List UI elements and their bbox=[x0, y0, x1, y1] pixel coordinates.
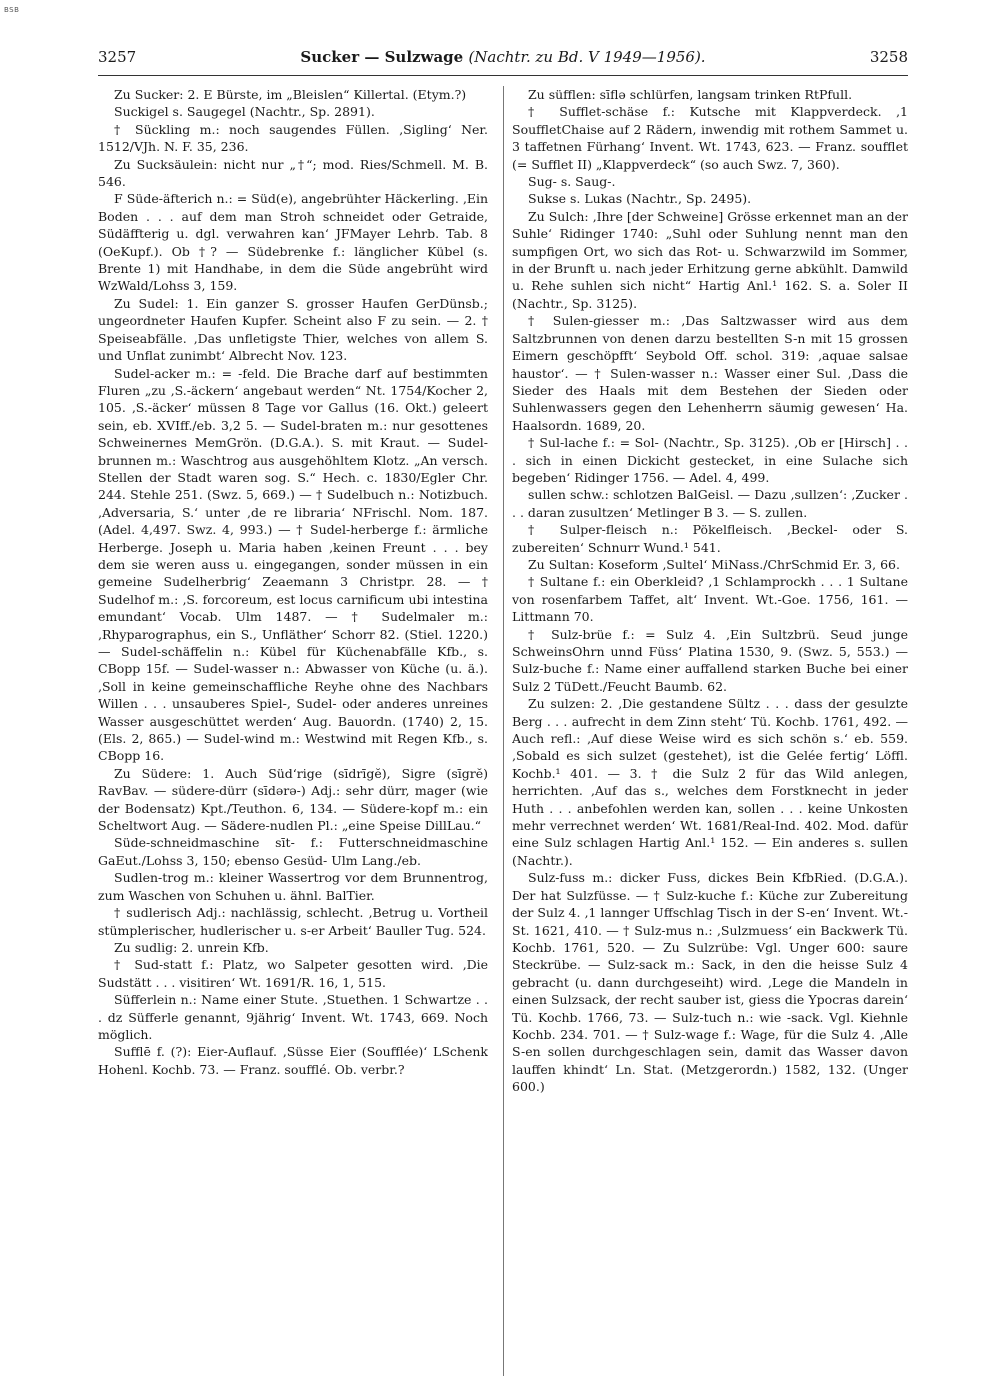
entry-paragraph: Zu Sucker: 2. E Bürste, im „Bleislen“ Killertal. (Etym.?) bbox=[114, 87, 467, 102]
entry-paragraph: † Sufflet-schäse f.: Kutsche mit Klappverdeck. ‚1 SouffletChaise auf 2 Rädern, inwendig mit rothem Sammet u. 3 taffetnen Fürhang‘ Invent. Wt. 1743, 623. — Franz. soufflet (= Sufflet II) „Klappverdeck“ (so auch Swz. 7, 360). bbox=[512, 104, 908, 172]
entry-paragraph: Sufflē f. (?): Eier-Auflauf. ‚Süsse Eier (Soufflée)‘ LSchenk Hohenl. Kochb. 73. — Franz. soufflé. Ob. verbr.? bbox=[98, 1044, 488, 1077]
column-divider bbox=[503, 86, 504, 1376]
entry-paragraph: Sudlen-trog m.: kleiner Wassertrog vor dem Brunnentrog, zum Waschen von Schuhen u. ähnl. BalTier. bbox=[98, 870, 488, 903]
library-stamp: BSB bbox=[4, 6, 20, 14]
entry-paragraph: Sukse s. Lukas (Nachtr., Sp. 2495). bbox=[528, 191, 752, 207]
entry-paragraph: † Sultane f.: ein Oberkleid? ‚1 Schlamprockh . . . 1 Sultane von rosenfarbem Taffet, alt‘ Invent. Wt.-Goe. 1756, 161. — Littmann 70. bbox=[512, 574, 908, 625]
page-header bbox=[98, 48, 908, 72]
entry-paragraph: F Süde-äfterich n.: = Süd(e), angebrühter Häckerling. ‚Ein Boden . . . auf dem man Stroh schneidet oder Getraide, Südäffterig u. dgl. verwahren kan‘ JFMayer Lehrb. Tab. 8 (OeKupf.). Ob †? — Südebrenke f.: länglicher Kübel (s. Brente 1) mit Handhabe, in dem die Süde angebrüht wird WzWald/Lohss 3, 159. bbox=[98, 191, 488, 294]
entry-paragraph: † sudlerisch Adj.: nachlässig, schlecht. ‚Betrug u. Vortheil stümplerischer, hudlerischer u. s-er Arbeit‘ Bauller Tug. 524. bbox=[98, 905, 488, 938]
entry-paragraph: Zu Südere: 1. Auch Süd‘rige (sīdrīgĕ), Sigre (sīgrĕ) RavBav. — südere-dürr (sīdərə-) Adj.: sehr dürr, mager (wie der Bodensatz) Kpt./Teuthon. 6, 134. — Südere-kopf m.: ein Scheltwort Aug. — Sädere-nudlen Pl.: „eine Speise DillLau.“ bbox=[98, 765, 488, 834]
entry-paragraph: † Sückling m.: noch saugendes Füllen. ‚Sigling‘ Ner. 1512/VJh. N. F. 35, 236. bbox=[98, 121, 488, 155]
entry-paragraph: † Sul-lache f.: = Sol- (Nachtr., Sp. 3125). ‚Ob er [Hirsch] . . . sich in einen Dickicht gestecket, in eine Sulache sich begeben‘ Ridinger 1756. — Adel. 4, 499. bbox=[512, 435, 908, 485]
entry-paragraph: † Sud-statt f.: Platz, wo Salpeter gesotten wird. ‚Die Sudstätt . . . visitiren‘ Wt. 1691/R. 16, 1, 515. bbox=[98, 957, 488, 990]
entry-paragraph: sullen schw.: schlotzen BalGeisl. — Dazu ‚sullzen‘: ‚Zucker . . . daran zusultzen‘ Metlinger B 3. — S. zullen. bbox=[512, 487, 908, 520]
entry-paragraph: Süde-schneidmaschine sīt- f.: Futterschneidmaschine GaEut./Lohss 3, 150; ebenso Gesüd- Ulm Lang./eb. bbox=[98, 835, 488, 868]
header-rule bbox=[98, 75, 908, 76]
entry-paragraph: Sug- s. Saug-. bbox=[528, 174, 616, 190]
entry-paragraph: Zu Sulch: ‚Ihre [der Schweine] Grösse erkennet man an der Suhle‘ Ridinger 1740: „Suhl oder Suhlung nennt man den sumpfigen Ort, wo sich das Rot- u. Schwarzwild im Sommer, in der Brunft u. nach jeder Erhitzung gerne abkühlt. Damwild u. Rehe suhlen sich nicht“ Hartig Anl.¹ 162. S. a. Soler II (Nachtr., Sp. 3125). bbox=[512, 208, 908, 311]
entry-paragraph: Zu Sultan: Koseform ‚Sultel‘ MiNass./ChrSchmid Er. 3, 66. bbox=[528, 556, 900, 572]
header-subtitle: (Nachtr. zu Bd. V 1949—1956). bbox=[468, 48, 706, 66]
entry-paragraph: Zu Sucksäulein: nicht nur „†“; mod. Ries/Schmell. M. B. 546. bbox=[98, 156, 488, 190]
entry-paragraph: Suckigel s. Saugegel (Nachtr., Sp. 2891). bbox=[114, 104, 375, 120]
entry-paragraph: † Sulz-brüe f.: = Sulz 4. ‚Ein Sultzbrü. Seud junge SchweinsOhrn unnd Füss‘ Platina 1530, 9. (Swz. 5, 553.) — Sulz-buche f.: Name einer auffallend starken Buche bei einer Sulz 2 TüDett./Feucht Baumb. 62. bbox=[512, 626, 908, 694]
entry-paragraph: † Sulen-giesser m.: ‚Das Saltzwasser wird aus dem Saltzbrunnen von denen darzu bestellten S-n mit 15 grossen Eimern geschöpfft‘ Seybold Off. schol. 319: ‚aquae salsae haustor‘. — † Sulen-wasser n.: Wasser einer Sul. ‚Dass die Sieder des Haals mit dem Bestehen der Sieden oder Suhlenwassers gegen den Lehenherrn säumig gewesen‘ Ha. Haalsordn. 1689, 20. bbox=[512, 313, 908, 433]
entry-paragraph: Süfferlein n.: Name einer Stute. ‚Stuethen. 1 Schwartze . . . dz Süfferle genannt, 9jährig‘ Invent. Wt. 1743, 669. Noch möglich. bbox=[98, 992, 488, 1042]
entry-paragraph: † Sulper-fleisch n.: Pökelfleisch. ‚Beckel- oder S. zubereiten‘ Schnurr Wund.¹ 541. bbox=[512, 522, 908, 555]
entry-paragraph: Zu süfflen: sīflə schlürfen, langsam trinken RtPfull. bbox=[528, 87, 853, 102]
left-column bbox=[98, 86, 488, 1376]
page-number-right: 3258 bbox=[869, 48, 908, 66]
entry-paragraph: Sudel-acker m.: = -feld. Die Brache darf auf bestimmten Fluren „zu ‚S.-äckern‘ angebaut werden“ Nt. 1754/Kocher 2, 105. ‚S.-äcker‘ müssen 8 Tage vor Gallus (16. Okt.) geleert sein, eb. XVIff./eb. 3,2 5. — Sudel-braten m.: nur gesottenes Schweinernes MemGrön. (D.G.A.). S. mit Kraut. — Sudel-brunnen m.: Waschtrog aus ausgehöhltem Klotz. „An versch. Stellen der Stadt waren sog. S.“ Hech. c. 1830/Egler Chr. 244. Stehle 251. (Swz. 5, 669.) — † Sudelbuch n.: Notizbuch. ‚Adversaria, S.‘ unter ‚de re libraria‘ NFrischl. Nom. 187. (Adel. 4,497. Swz. 4, 993.) — † Sudel-herberge f.: ärmliche Herberge. Joseph u. Maria haben ‚keinen Freunt . . . bey dem sie weren auss u. eingegangen, sonder müssen in ein gemeine Sudelherbrig‘ Zeaemann 3 Christpr. 28. — † Sudelhof m.: ‚S. forcoreum, est locus carnificum ubi intestina emundant‘ Vocab. Ulm 1487. — † Sudelmaler m.: ‚Rhyparographus, ein S., Unfläther‘ Schorr 82. (Stiel. 1220.) — Sudel-schäffelin n.: Kübel für Küchenabfälle Kfb., s. CBopp 15f. — Sudel-wasser n.: Abwasser von Küche (u. ä.). ‚Soll in keine gemeinschaffliche Reyhe ohne des Nachbars Willen . . . unsauberes Spiel-, Sudel- oder anderes unreines Wasser ausgeschüttet werden‘ Aug. Bauordn. (1740) 2, 15. (Els. 2, 865.) — Sudel-wind m.: Westwind mit Regen Kfb., s. CBopp 16. bbox=[98, 365, 488, 764]
right-column bbox=[512, 86, 908, 1376]
entry-paragraph: Zu sudlig: 2. unrein Kfb. bbox=[114, 939, 269, 955]
entry-paragraph: Zu sulzen: 2. ‚Die gestandene Sültz . . . dass der gesulzte Berg . . . aufrecht in dem Zinn steht‘ Tü. Kochb. 1761, 492. — Auch refl.: ‚Auf diese Weise wird es sich schön s.‘ eb. 559. ‚Sobald es sich sulzet (gestehet), ist die Gelée fertig‘ Löffl. Kochb.¹ 401. — 3. † die Sulz 2 für das Wild anlegen, herrichten. ‚Auf das s., welches dem Forstknecht in jeder Huth . . . anbefohlen werden kan, sollen . . . keine Unkosten mehr verrechnet werden‘ Wt. 1681/Real-Ind. 402. Mod. dafür eine Sulz schlagen Hartig Anl.¹ 152. — Ein anderes s. sullen (Nachtr.). bbox=[512, 696, 908, 868]
header-title: Sucker — Sulzwage bbox=[300, 48, 464, 66]
page-number-left: 3257 bbox=[98, 48, 137, 66]
entry-paragraph: Zu Sudel: 1. Ein ganzer S. grosser Haufen GerDünsb.; ungeordneter Haufen Kupfer. Scheint also F zu sein. — 2. † Speiseabfälle. ‚Das unfletigste Thier, welches von allem S. und Unflat zunimbt‘ Albrecht Nov. 123. bbox=[98, 295, 488, 364]
page-title bbox=[98, 48, 908, 66]
entry-paragraph: Sulz-fuss m.: dicker Fuss, dickes Bein KfbRied. (D.G.A.). Der hat Sulzfüsse. — † Sulz-kuche f.: Küche zur Zubereitung der Sulz 4. ‚1 lannger Uffschlag Tisch in der S-en‘ Invent. Wt.-St. 1621, 410. — † Sulz-mus n.: ‚Sulzmuess‘ ein Backwerk Tü. Kochb. 1761, 520. — Zu Sulzrübe: Vgl. Unger 600: saure Steckrübe. — Sulz-sack m.: Sack, in den die heisse Sulz 4 gebracht (u. dann durchgeseiht) wird. ‚Lege die Mandeln in einen Sulzsack, der recht sauber ist, giess die Ypocras darein‘ Tü. Kochb. 1766, 73. — Sulz-tuch n.: wie -sack. Vgl. Kiehnle Kochb. 234. 701. — † Sulz-wage f.: Wage, für die Sulz 4. ‚Alle S-en sollen durchgeschlagen sein, damit das Wasser davon lauffen khindt‘ Ln. Stat. (Metzgerordn.) 1582, 132. (Unger 600.) bbox=[512, 870, 908, 1095]
